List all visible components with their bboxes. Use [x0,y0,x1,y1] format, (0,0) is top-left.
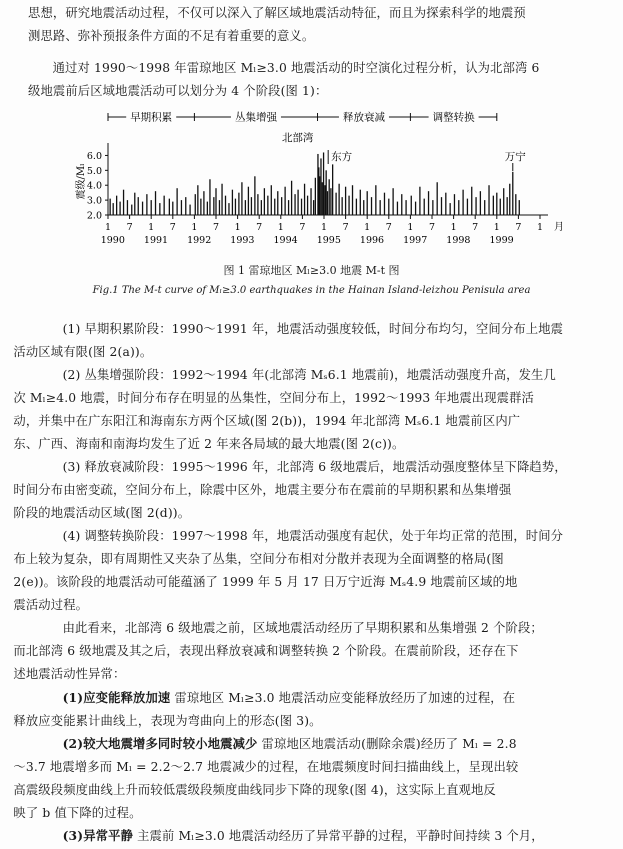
month-tick-label: 7 [299,222,306,233]
anomaly-first-line [38,824,605,848]
anomaly-lead: (1)应变能释放加速 [62,690,171,705]
anomaly-line: 主震前 Mₗ≥3.0 地震活动经历了异常平静的过程，平静时间持续 3 个月， [133,829,544,843]
anomaly-paragraph-2 [13,732,605,825]
year-label: 1998 [446,235,471,246]
annotation-dongfang: 东方 [331,151,353,163]
intro-line: 思想，研究地震活动过程，不仅可以深入了解区域地震活动特征，而且为探索科学的地震预 [28,6,526,20]
analysis-line: 级地震前后区域地震活动可以划分为 4 个阶段(图 1)： [28,84,328,98]
year-label: 1997 [403,235,428,246]
stage-line: 动，并集中在广东阳江和海南东方两个区域(图 2(b))，1994 年北部湾 Mₛ6.1 地震前区内广 [13,414,521,428]
figure-caption-cn: 图 1 雷琼地区 Mₗ≥3.0 地震 M-t 图 [223,264,400,277]
stage-line: 活动区域有限(图 2(a))。 [13,345,153,359]
annotation-wanning: 万宁 [504,151,526,163]
stage-line: (1) 早期积累阶段：1990～1991 年，地震活动强度较低，时间分布均匀，空间分布上地震 [62,322,564,336]
anomaly-first-line [38,732,605,756]
month-tick-label: 7 [212,222,220,233]
anomaly-line: 高震级段频度曲线上升而较低震级段频度曲线同步下降的现象(图 4)，这实际上直观地反 [13,783,496,797]
stage-line: 布上较为复杂，即有周期性又夹杂了丛集，空间分布相对分散并表现为全面调整的格局(图 [13,552,504,566]
anomaly-first-line [38,686,605,710]
year-label: 1993 [230,235,255,246]
y-tick-label: 6.0 [86,150,102,162]
stage-line: 时间分布由密变疏，空间分布上，除震中区外，地震主要分布在震前的早期积累和丛集增强 [13,483,512,497]
month-tick-label: 7 [428,222,436,233]
stage-paragraph-4 [13,525,605,617]
stage-line: 2(e))。该阶段的地震活动可能蕴涵了 1999 年 5 月 17 日万宁近海 Mₛ4.9 地震前区域的地 [13,575,518,589]
stage-label: 早期积累 [130,111,173,124]
year-label: 1992 [187,235,212,246]
stage-line: (4) 调整转换阶段：1997～1998 年，地震活动强度有起伏，处于年均正常的范围，时间分 [62,529,564,543]
stage-line: 震活动过程。 [13,598,89,612]
year-label: 1999 [489,235,514,246]
anomaly-paragraph-1 [13,686,605,733]
anomaly-lead: (3)异常平静 [62,828,134,843]
anomaly-line: 雷琼地区地震活动(删除余震)经历了 Mₗ = 2.8 [257,737,517,751]
month-tick-label: 1 [234,222,241,233]
analysis-line: 通过对 1990～1998 年雷琼地区 Mₗ≥3.0 地震活动的时空演化过程分析，认为北部湾 6 [52,61,540,75]
month-tick-label: 1 [450,222,457,233]
month-tick-label: 1 [407,222,414,233]
year-label: 1990 [100,235,125,246]
y-axis-label: 震级/Mₗ [76,163,87,200]
stage-line: (3) 释放衰减阶段：1995～1996 年，北部湾 6 级地震后，地震活动强度整体呈下降趋势， [62,460,567,474]
month-tick-label: 1 [191,222,198,233]
stage-label: 释放衰减 [342,111,385,124]
month-tick-label: 7 [515,222,522,233]
anomaly-lead: (2)较大地震增多同时较小地震减少 [62,736,258,751]
month-tick-label: 1 [493,222,500,233]
summary-paragraph [13,617,605,686]
anomaly-paragraph-3 [38,824,605,848]
stage-label: 丛集增强 [234,111,277,124]
summary-line: 而北部湾 6 级地震及其之后，表现出释放衰减和调整转换 2 个阶段。在震前阶段，还存在下 [13,644,519,658]
anomaly-line: 映了 b 值下降的过程。 [13,806,142,820]
month-tick-label: 1 [364,222,371,233]
stage-line: (2) 丛集增强阶段：1992～1994 年(北部湾 Mₛ6.1 地震前)，地震活动强度升高，发生几 [62,368,556,382]
stage-paragraph-2 [13,364,605,456]
month-tick-label: 1 [277,222,284,233]
y-tick-label: 4.0 [86,180,102,192]
month-tick-label: 7 [256,222,263,233]
month-tick-label: 1 [536,222,544,233]
stage-paragraph-3 [13,456,605,525]
stage-line: 东、广西、海南和南海均发生了近 2 年来各局域的最大地震(图 2(c))。 [13,437,405,451]
year-label: 1996 [359,235,385,246]
month-tick-label: 7 [472,222,479,233]
month-tick-label: 7 [126,222,133,233]
anomaly-line: ～3.7 地震增多而 Mₗ = 2.2～2.7 地震减少的过程，在地震频度时间扫描曲线上，呈现出较 [13,760,519,774]
year-label: 1995 [316,235,341,246]
y-tick-label: 5.0 [86,165,102,177]
y-tick-label: 2.0 [86,210,102,222]
x-unit-label: 月 [554,222,564,233]
stage-label: 调整转换 [432,111,475,124]
y-tick-label: 3.0 [86,195,102,207]
stage-line: 次 Mₗ≥4.0 地震，时间分布存在明显的丛集性，空间分布上，1992～1993 年地震出现震群活 [13,391,535,405]
month-tick-label: 7 [342,222,349,233]
annotation-beibuwan: 北部湾 [281,132,314,144]
month-tick-label: 1 [104,222,112,233]
month-tick-label: 1 [320,222,328,233]
figure-caption-en: Fig.1 The M-t curve of Mₗ≥3.0 earthquakes in the Hainan Island-leizhou Penisula area [92,285,531,296]
anomaly-line: 雷琼地区 Mₗ≥3.0 地震活动应变能释放经历了加速的过程，在 [170,691,516,705]
month-tick-label: 1 [148,222,155,233]
mt-chart [0,0,623,300]
summary-line: 述地震活动性异常： [13,667,126,681]
stage-paragraph-1 [13,318,605,364]
year-label: 1994 [273,235,298,246]
anomaly-line: 释放应变能累计曲线上，表现为弯曲向上的形态(图 3)。 [13,714,322,728]
intro-line: 测思路、弥补预报条件方面的不足有着重要的意义。 [28,29,315,43]
month-tick-label: 7 [169,222,176,233]
month-tick-label: 7 [385,222,392,233]
stage-line: 阶段的地震活动区域(图 2(d))。 [13,506,191,520]
year-label: 1991 [143,235,169,246]
summary-line: 由此看来，北部湾 6 级地震之前，区域地震活动经历了早期积累和丛集增强 2 个阶段； [62,621,543,635]
